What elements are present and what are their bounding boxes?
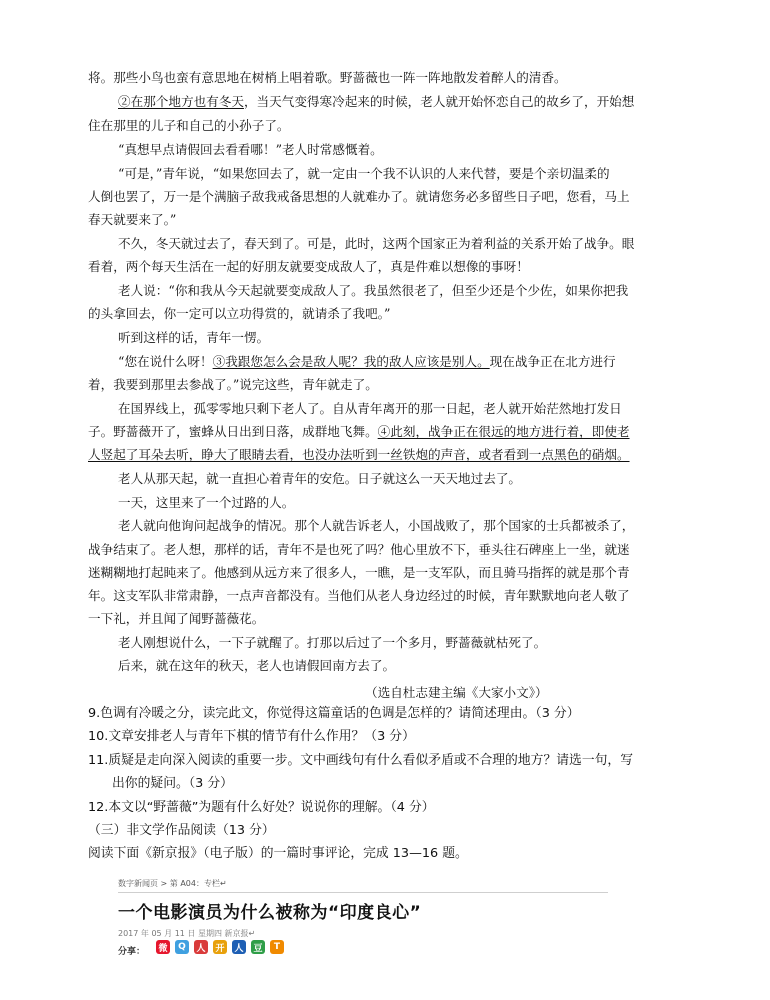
- story-line-6: 人倒也罢了，万一是个满脑子敌我戒备思想的人就难办了。就请您务必多留些日子吧，您看，马上: [88, 189, 630, 204]
- story-line-25: 老人刚想说什么，一下子就醒了。打那以后过了一个多月，野蔷薇就枯死了。: [118, 635, 547, 650]
- article-date: 2017 年 05 月 11 日 星期四 新京报↵: [118, 929, 256, 938]
- story-line-23: 年。这支军队非常肃静，一点声音都没有。当他们从老人身边经过的时候，青年默默地向老人敬了: [88, 588, 630, 603]
- story-line-26: 后来，就在这年的秋天，老人也请假回南方去了。: [118, 658, 396, 673]
- question-12: 12.本文以“野蔷薇”为题有什么好处？说说你的理解。（4 分）: [88, 800, 435, 815]
- story-line-10: 老人说：“你和我从今天起就要变成敌人了。我虽然很老了，但至少还是个少佐，如果你把我: [118, 283, 629, 298]
- story-line-20: 老人就向他询问起战争的情况。那个人就告诉老人，小国战败了，那个国家的士兵都被杀了，: [118, 518, 635, 533]
- share-icons: [156, 940, 284, 954]
- article-title: 一个电影演员为什么被称为“印度良心”: [118, 903, 422, 923]
- story-line-16: [88, 424, 630, 440]
- tqq-icon[interactable]: T: [270, 940, 284, 954]
- weibo-icon[interactable]: 微: [156, 940, 170, 954]
- divider: [118, 892, 608, 893]
- story-line-15: 在国界线上，孤零零地只剩下老人了。自从青年离开的那一日起，老人就开始茫然地打发日: [118, 401, 622, 416]
- story-line-7: 春天就要来了。”: [88, 212, 177, 227]
- story-line-12: 听到这样的话，青年一愣。: [118, 330, 270, 345]
- story-line-19: 一天，这里来了一个过路的人。: [118, 495, 295, 510]
- story-line-1: 将。那些小鸟也蛮有意思地在树梢上唱着歌。野蔷薇也一阵一阵地散发着醉人的清香。: [88, 70, 567, 85]
- story-line-24: 一下礼，并且闻了闻野蔷薇花。: [88, 611, 265, 626]
- section-heading: （三）非文学作品阅读（13 分）: [88, 823, 275, 838]
- underlined-sentence-4b: 人竖起了耳朵去听，睁大了眼睛去看，也没办法听到一丝铁炮的声音，或者看到一点黑色的硝烟。: [88, 447, 630, 462]
- kaixin-icon[interactable]: 开: [213, 940, 227, 954]
- story-line-2: [118, 94, 634, 110]
- story-line-21: 战争结束了。老人想，那样的话，青年不是也死了吗？他心里放不下，垂头往石碑座上一坐，就迷: [88, 542, 630, 557]
- renren-icon[interactable]: 人: [194, 940, 208, 954]
- people-icon[interactable]: 人: [232, 940, 246, 954]
- story-line-3: 住在那里的儿子和自己的小孙子了。: [88, 118, 290, 133]
- story-line-9: 看着，两个每天生活在一起的好朋友就要变成敌人了，真是件难以想像的事呀！: [88, 259, 529, 274]
- story-line-11: 的头拿回去，你一定可以立功得赏的，就请杀了我吧。”: [88, 306, 391, 321]
- underlined-sentence-2: ②在那个地方也有冬天: [118, 94, 244, 109]
- source-citation: （选自杜志建主编《大家小文》）: [365, 685, 548, 700]
- underlined-sentence-3: ③我跟您怎么会是敌人呢？我的敌人应该是别人。: [212, 354, 490, 369]
- question-11-cont: 出你的疑问。（3 分）: [112, 776, 233, 791]
- story-line-14: 着，我要到那里去参战了。”说完这些，青年就走了。: [88, 377, 378, 392]
- qzone-icon[interactable]: Q: [175, 940, 189, 954]
- question-11: 11.质疑是走向深入阅读的重要一步。文中画线句有什么看似矛盾或不合理的地方？请选一句，写: [88, 753, 634, 768]
- question-10: 10.文章安排老人与青年下棋的情节有什么作用？（3 分）: [88, 729, 415, 744]
- story-line-18: 老人从那天起，就一直担心着青年的安危。日子就这么一天天地过去了。: [118, 471, 521, 486]
- reading-instruction: 阅读下面《新京报》（电子版）的一篇时事评论，完成 13—16 题。: [88, 846, 468, 861]
- underlined-sentence-4a: ④此刻，战争正在很远的地方进行着，即使老: [377, 424, 630, 439]
- story-line-22: 迷糊糊地打起盹来了。他感到从远方来了很多人，一瞧，是一支军队，而且骑马指挥的就是那个青: [88, 565, 630, 580]
- question-9: 9.色调有冷暖之分，读完此文，你觉得这篇童话的色调是怎样的？请简述理由。（3 分）: [88, 706, 580, 721]
- douban-icon[interactable]: 豆: [251, 940, 265, 954]
- story-line-2-rest: ，当天气变得寒冷起来的时候，老人就开始怀恋自己的故乡了，开始想: [243, 94, 635, 109]
- news-screenshot: [118, 870, 608, 962]
- story-line-4: “真想早点请假回去看看哪！”老人时常感慨着。: [118, 142, 383, 157]
- story-line-13-lead: “您在说什么呀！: [118, 354, 213, 369]
- story-line-16-lead: 子。野蔷薇开了，蜜蜂从日出到日落，成群地飞舞。: [88, 424, 378, 439]
- story-line-8: 不久，冬天就过去了，春天到了。可是，此时，这两个国家正为着利益的关系开始了战争。眼: [118, 236, 635, 251]
- breadcrumb[interactable]: 数字新闻页 > 第 A04：专栏↵: [118, 879, 227, 888]
- story-line-5: “可是，”青年说，“如果您回去了，就一定由一个我不认识的人来代替，要是个亲切温柔的: [118, 166, 610, 181]
- story-line-13-rest: 现在战争正在北方进行: [489, 354, 616, 369]
- share-label: 分享：: [118, 947, 146, 957]
- story-line-13: [118, 354, 616, 370]
